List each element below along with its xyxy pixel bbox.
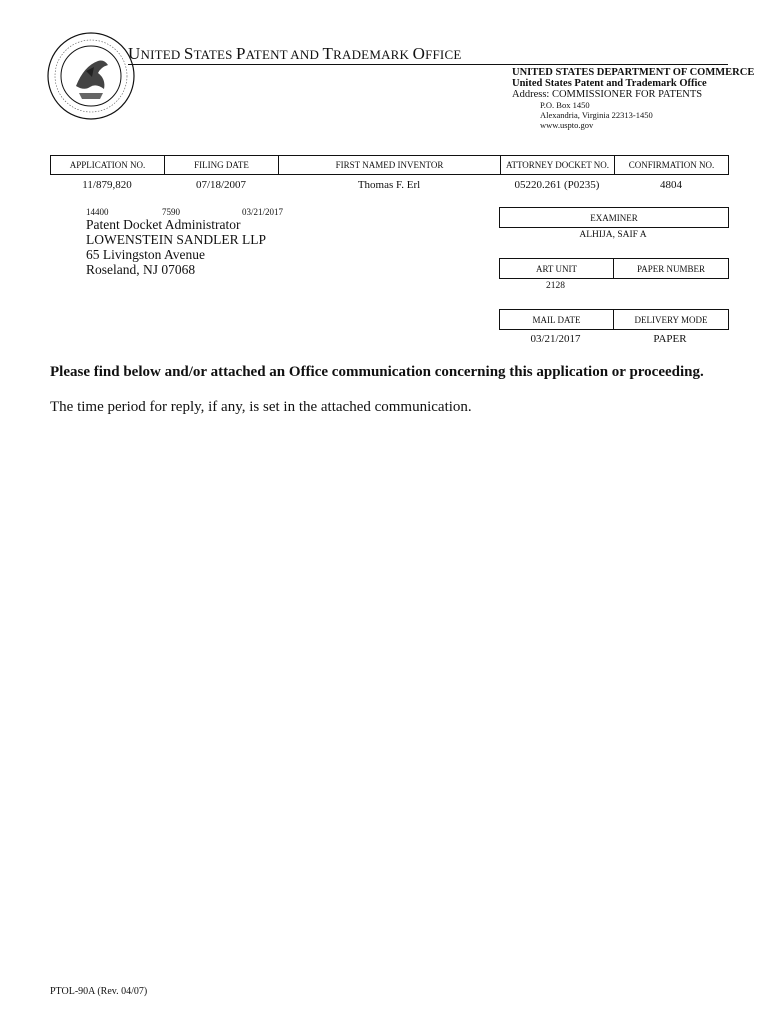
attorney-docket-no: 05220.261 (P0235)	[514, 179, 600, 191]
header-attorney-docket-no: ATTORNEY DOCKET NO.	[501, 156, 615, 175]
reply-period-text: The time period for reply, if any, is set in the attached communication.	[50, 399, 472, 415]
form-number: PTOL-90A (Rev. 04/07)	[50, 986, 148, 997]
art-unit-value: 2128	[546, 281, 565, 291]
office-title-part: STATES	[183, 44, 236, 63]
department-address-block	[512, 67, 754, 130]
addressee-line: 65 Livingston Avenue	[86, 247, 205, 262]
addressee-line: Roseland, NJ 07068	[86, 262, 196, 277]
addressee-line: Patent Docket Administrator	[86, 217, 241, 232]
correspondence-date: 03/21/2017	[242, 207, 284, 217]
address-label: Address:	[512, 89, 550, 100]
delivery-mode-value: PAPER	[653, 333, 687, 345]
header-first-named-inventor: FIRST NAMED INVENTOR	[279, 156, 501, 175]
art-unit-box	[499, 258, 729, 279]
application-values-table	[50, 178, 728, 192]
examiner-box	[499, 207, 729, 228]
mail-box	[499, 309, 729, 330]
office-title-part: OFFICE	[412, 44, 462, 63]
addressee-block	[86, 217, 266, 277]
title-rule	[128, 64, 728, 65]
uspto-seal-icon	[46, 31, 136, 121]
correspondence-code: 7590	[162, 207, 180, 217]
address-line1: COMMISSIONER FOR PATENTS	[551, 89, 703, 100]
office-title	[128, 44, 461, 64]
mail-date-label: MAIL DATE	[500, 310, 614, 329]
address-line	[512, 89, 754, 100]
header-filing-date: FILING DATE	[165, 156, 279, 175]
customer-number: 14400	[86, 207, 109, 217]
examiner-name: ALHIJA, SAIF A	[579, 230, 647, 240]
application-header-table	[50, 155, 729, 175]
office-title-part: PATENT AND	[236, 44, 323, 63]
website: www.uspto.gov	[540, 120, 594, 130]
agency-name: United States Patent and Trademark Office	[512, 78, 707, 89]
address-line3: Alexandria, Virginia 22313-1450	[540, 110, 653, 120]
address-line2: P.O. Box 1450	[540, 100, 590, 110]
header-application-no: APPLICATION NO.	[51, 156, 165, 175]
application-no: 11/879,820	[82, 179, 132, 191]
first-named-inventor: Thomas F. Erl	[357, 179, 421, 191]
filing-date: 07/18/2007	[195, 179, 247, 191]
department-name: UNITED STATES DEPARTMENT OF COMMERCE	[512, 67, 755, 78]
addressee-line: LOWENSTEIN SANDLER LLP	[86, 232, 266, 247]
confirmation-no: 4804	[660, 179, 682, 191]
mail-date-value: 03/21/2017	[530, 333, 581, 345]
office-title-part: TRADEMARK	[322, 44, 413, 63]
art-unit-label: ART UNIT	[500, 259, 614, 278]
office-title-part: UNITED	[128, 44, 184, 63]
examiner-label: EXAMINER	[590, 212, 638, 223]
header-confirmation-no: CONFIRMATION NO.	[615, 156, 729, 175]
office-communication-notice: Please find below and/or attached an Office communication concerning this application or proceeding.	[50, 364, 704, 380]
paper-number-label: PAPER NUMBER	[637, 263, 705, 274]
delivery-mode-label: DELIVERY MODE	[634, 314, 708, 325]
